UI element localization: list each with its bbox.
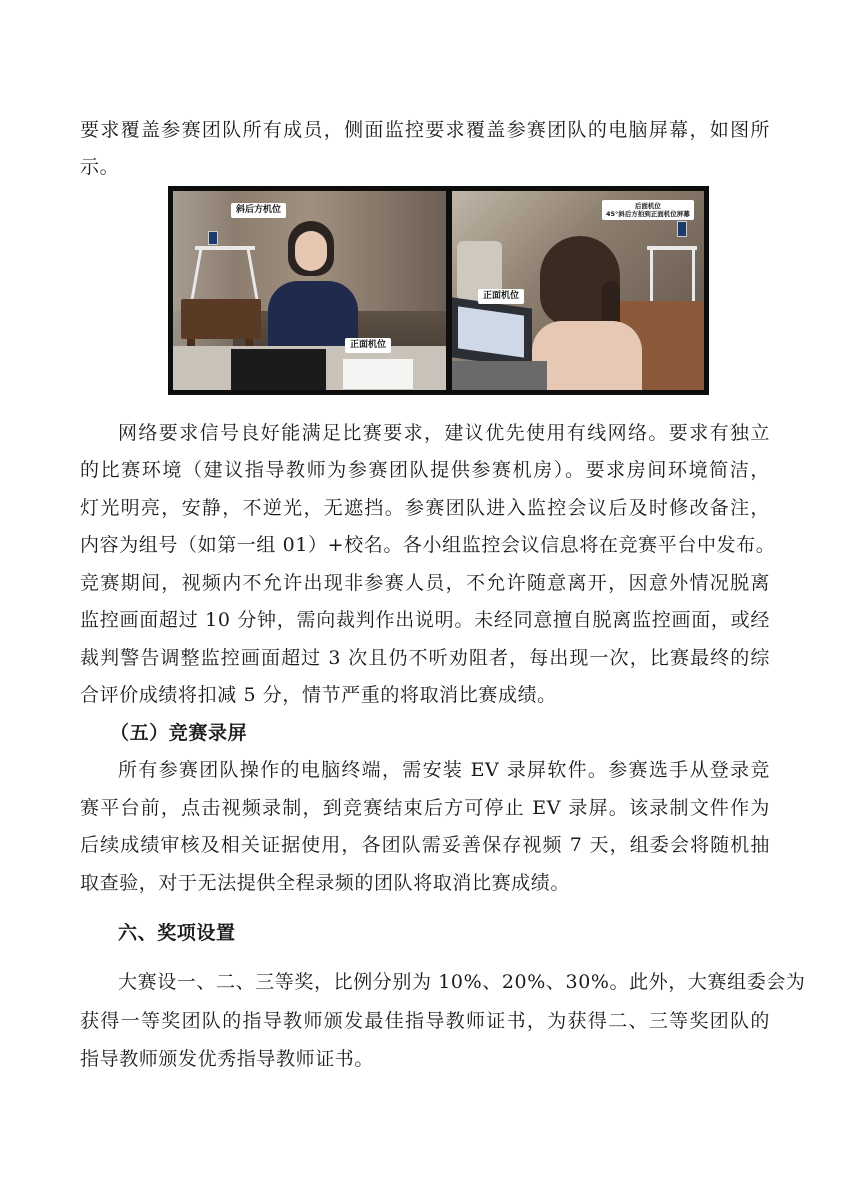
paragraph2-line4: 内容为组号（如第一组 01）+校名。各小组监控会议信息将在竞赛平台中发布。 (80, 534, 776, 556)
paragraph2-line5: 竞赛期间，视频内不允许出现非参赛人员，不允许随意离开，因意外情况脱离 (80, 572, 770, 594)
paragraph1-line2: 示。 (80, 156, 120, 178)
label-front-camera-left: 正面机位 (345, 338, 391, 353)
paragraph3-line1: 所有参赛团队操作的电脑终端，需安装 EV 录屏软件。参赛选手从登录竞 (118, 759, 770, 781)
paragraph4-line2: 获得一等奖团队的指导教师颁发最佳指导教师证书，为获得二、三等奖团队的 (80, 1010, 770, 1032)
label-front-camera-right: 正面机位 (478, 289, 524, 304)
paragraph2-line7: 裁判警告调整监控画面超过 3 次且仍不听劝阻者，每出现一次，比赛最终的综 (80, 647, 770, 669)
label-rear-camera (602, 200, 694, 220)
paragraph2-line2: 的比赛环境（建议指导教师为参赛团队提供参赛机房）。要求房间环境简洁， (80, 459, 770, 481)
paragraph2-line8: 合评价成绩将扣减 5 分，情节严重的将取消比赛成绩。 (80, 684, 557, 706)
monitoring-setup-photo (168, 186, 709, 395)
label-rear-oblique-camera: 斜后方机位 (231, 203, 286, 218)
section-heading-competition-recording: （五）竞赛录屏 (110, 722, 248, 744)
paragraph2-line3: 灯光明亮，安静，不逆光，无遮挡。参赛团队进入监控会议后及时修改备注， (80, 497, 770, 519)
paragraph4-line1: 大赛设一、二、三等奖，比例分别为 10%、20%、30%。此外，大赛组委会为 (118, 971, 806, 993)
right-camera-photo (452, 191, 704, 390)
paragraph1-line1: 要求覆盖参赛团队所有成员，侧面监控要求覆盖参赛团队的电脑屏幕，如图所 (80, 119, 770, 141)
label-rear-camera-title: 后面机位 (634, 202, 661, 210)
left-camera-photo (173, 191, 446, 390)
paragraph3-line2: 赛平台前，点击视频录制，到竞赛结束后方可停止 EV 录屏。该录制文件作为 (80, 797, 770, 819)
paragraph2-line6: 监控画面超过 10 分钟，需向裁判作出说明。未经同意擅自脱离监控画面，或经 (80, 609, 770, 631)
label-rear-camera-desc: 45°斜后方拍到正面机位屏幕 (606, 210, 690, 218)
paragraph4-line3: 指导教师颁发优秀指导教师证书。 (80, 1048, 375, 1070)
paragraph2-line1: 网络要求信号良好能满足比赛要求，建议优先使用有线网络。要求有独立 (118, 422, 770, 444)
paragraph3-line4: 取查验，对于无法提供全程录频的团队将取消比赛成绩。 (80, 872, 571, 894)
section-heading-awards: 六、奖项设置 (118, 922, 236, 944)
paragraph3-line3: 后续成绩审核及相关证据使用，各团队需妥善保存视频 7 天，组委会将随机抽 (80, 834, 770, 856)
